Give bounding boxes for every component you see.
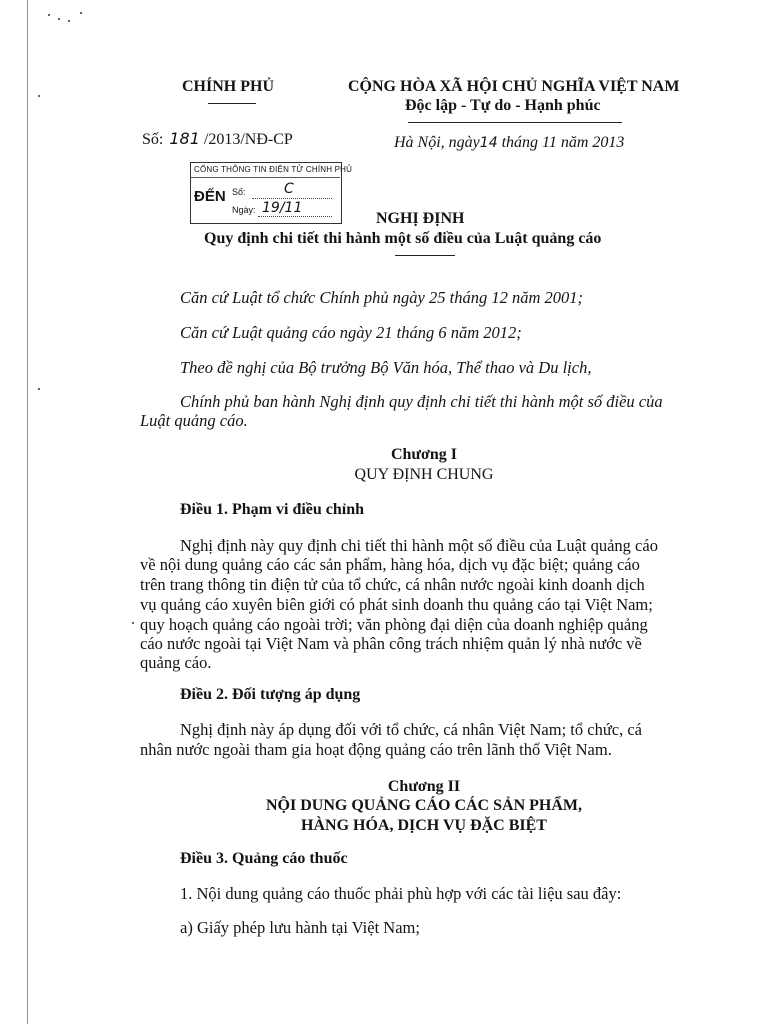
chapter-2-title-line2: HÀNG HÓA, DỊCH VỤ ĐẶC BIỆT [301,817,547,834]
article-3-title: Điều 3. Quảng cáo thuốc [180,850,348,867]
title-underline [395,255,455,256]
date-prefix: Hà Nội, ngày [394,134,480,151]
scan-speck [132,622,134,624]
motto-underline [408,122,622,123]
article-1-line: vụ quảng cáo xuyên biên giới có phát sinh doanh thu quảng cáo tại Việt Nam; [140,595,653,614]
chapter-1-title: QUY ĐỊNH CHUNG [354,466,494,483]
stamp-ngay-value: 19/11 [262,200,303,216]
preamble-promulgation: Chính phủ ban hành Nghị định quy định chi tiết thi hành một số điều của [180,392,663,411]
stamp-so-value: C [284,181,294,197]
scan-edge [27,0,28,1024]
document-number [142,129,293,149]
article-1-line: quảng cáo. [140,653,212,672]
doc-number-suffix: /2013/NĐ-CP [203,131,293,148]
preamble-basis-1: Căn cứ Luật tổ chức Chính phủ ngày 25 tháng 12 năm 2001; [180,288,583,307]
issue-date [394,134,624,152]
article-2-line: nhân nước ngoài tham gia hoạt động quảng cáo trên lãnh thổ Việt Nam. [140,740,612,759]
scan-speck [38,388,40,390]
scan-speck [48,14,50,16]
stamp-ngay-label: Ngày: [232,205,256,215]
scan-speck [58,18,60,20]
article-2-title: Điều 2. Đối tượng áp dụng [180,686,361,703]
article-1-line: về nội dung quảng cáo các sản phẩm, hàng hóa, dịch vụ đặc biệt; quảng cáo [140,555,640,574]
article-1-line: trên trang thông tin điện tử của tổ chức, cá nhân nước ngoài kinh doanh dịch [140,575,645,594]
stamp-ngay-line [258,216,332,217]
stamp-so-line [252,198,332,199]
scan-speck [80,12,82,14]
preamble-promulgation-cont: Luật quảng cáo. [140,411,248,430]
chapter-1-label: Chương I [390,446,458,463]
stamp-so-label: Số: [232,187,246,197]
article-1-line: Nghị định này quy định chi tiết thi hành một số điều của Luật quảng cáo [180,536,658,555]
doc-number-label: Số: [142,131,164,148]
stamp-den: ĐẾN [194,188,226,205]
decree-subtitle: Quy định chi tiết thi hành một số điều của Luật quảng cáo [204,230,602,247]
date-day-handwritten: 14 [479,135,498,151]
stamp-header: CỔNG THÔNG TIN ĐIỆN TỬ CHÍNH PHỦ [194,165,353,174]
article-1-line: cáo nước ngoài tại Việt Nam và phân công trách nhiệm quản lý nhà nước về [140,634,642,653]
stamp-divider [190,177,340,178]
decree-title: NGHỊ ĐỊNH [376,210,465,227]
chapter-2-label: Chương II [387,778,461,795]
article-1-title: Điều 1. Phạm vi điều chỉnh [180,501,365,518]
preamble-basis-2: Căn cứ Luật quảng cáo ngày 21 tháng 6 năm 2012; [180,323,522,342]
date-suffix: tháng 11 năm 2013 [501,134,625,151]
article-2-line: Nghị định này áp dụng đối với tổ chức, cá nhân Việt Nam; tổ chức, cá [180,720,642,739]
scan-speck [68,20,70,22]
issuing-agency: CHÍNH PHỦ [182,78,274,95]
scan-speck [38,95,40,97]
country-name: CỘNG HÒA XÃ HỘI CHỦ NGHĨA VIỆT NAM [348,78,680,95]
chapter-2-title-line1: NỘI DUNG QUẢNG CÁO CÁC SẢN PHẨM, [266,797,582,814]
agency-underline [208,103,256,104]
doc-number-handwritten: 181 [169,129,200,148]
national-motto: Độc lập - Tự do - Hạnh phúc [405,97,601,114]
article-3-clause-1: 1. Nội dung quảng cáo thuốc phải phù hợp với các tài liệu sau đây: [180,884,622,903]
article-3-point-a: a) Giấy phép lưu hành tại Việt Nam; [180,918,420,937]
article-1-line: quy hoạch quảng cáo ngoài trời; văn phòng đại diện của doanh nghiệp quảng [140,615,648,634]
preamble-proposal: Theo đề nghị của Bộ trưởng Bộ Văn hóa, Thể thao và Du lịch, [180,358,592,377]
